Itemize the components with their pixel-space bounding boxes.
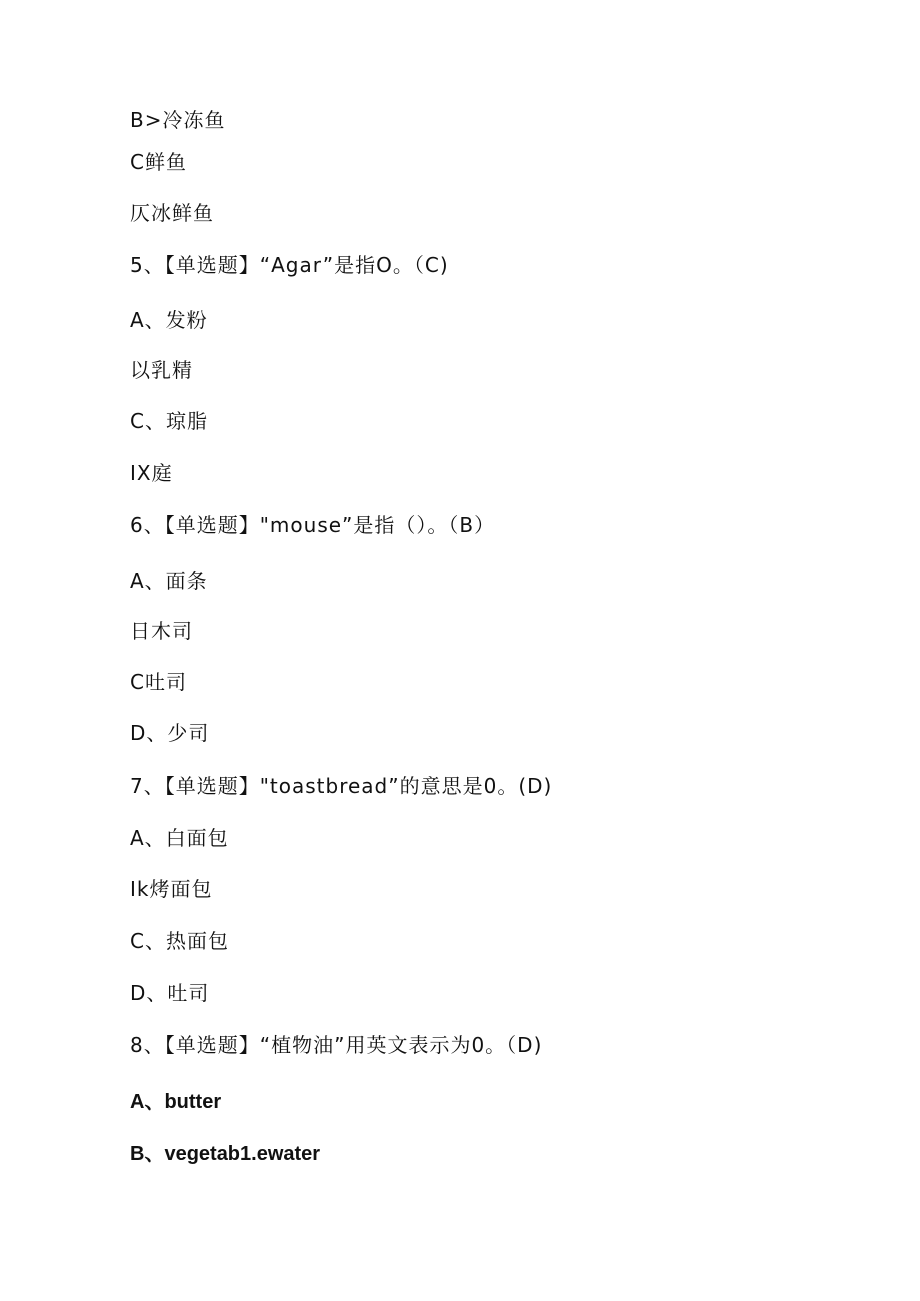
q8-option-b: B、vegetab1.ewater [130,1143,321,1165]
q5-option-c: C、琼脂 [130,409,208,433]
q7-option-d: D、吐司 [130,981,210,1005]
q6-option-c: C吐司 [130,670,187,694]
q5-option-d: IX庭 [130,461,173,485]
q5-option-a: A、发粉 [130,308,208,332]
question-5: 5、【单选题】“Agar”是指O。（C) [130,253,449,277]
question-6: 6、【单选题】"mouse”是指（）。（B） [130,513,496,537]
q8-option-a: A、butter [130,1091,222,1113]
option-c-fresh-fish: C鲜鱼 [130,150,187,174]
q6-option-d: D、少司 [130,721,210,745]
option-d-chilled-fish: 仄冰鲜鱼 [130,201,214,225]
q7-option-b: Ik烤面包 [130,877,213,901]
q6-option-a: A、面条 [130,569,208,593]
question-8: 8、【单选题】“植物油”用英文表示为0。（D) [130,1033,543,1057]
q7-option-a: A、白面包 [130,826,229,850]
question-7: 7、【单选题】"toastbread”的意思是0。(D) [130,774,553,798]
option-b-frozen-fish: B>冷冻鱼 [130,108,226,132]
q6-option-b: 日木司 [130,619,193,643]
q7-option-c: C、热面包 [130,929,229,953]
q5-option-b: 以乳精 [130,358,193,382]
